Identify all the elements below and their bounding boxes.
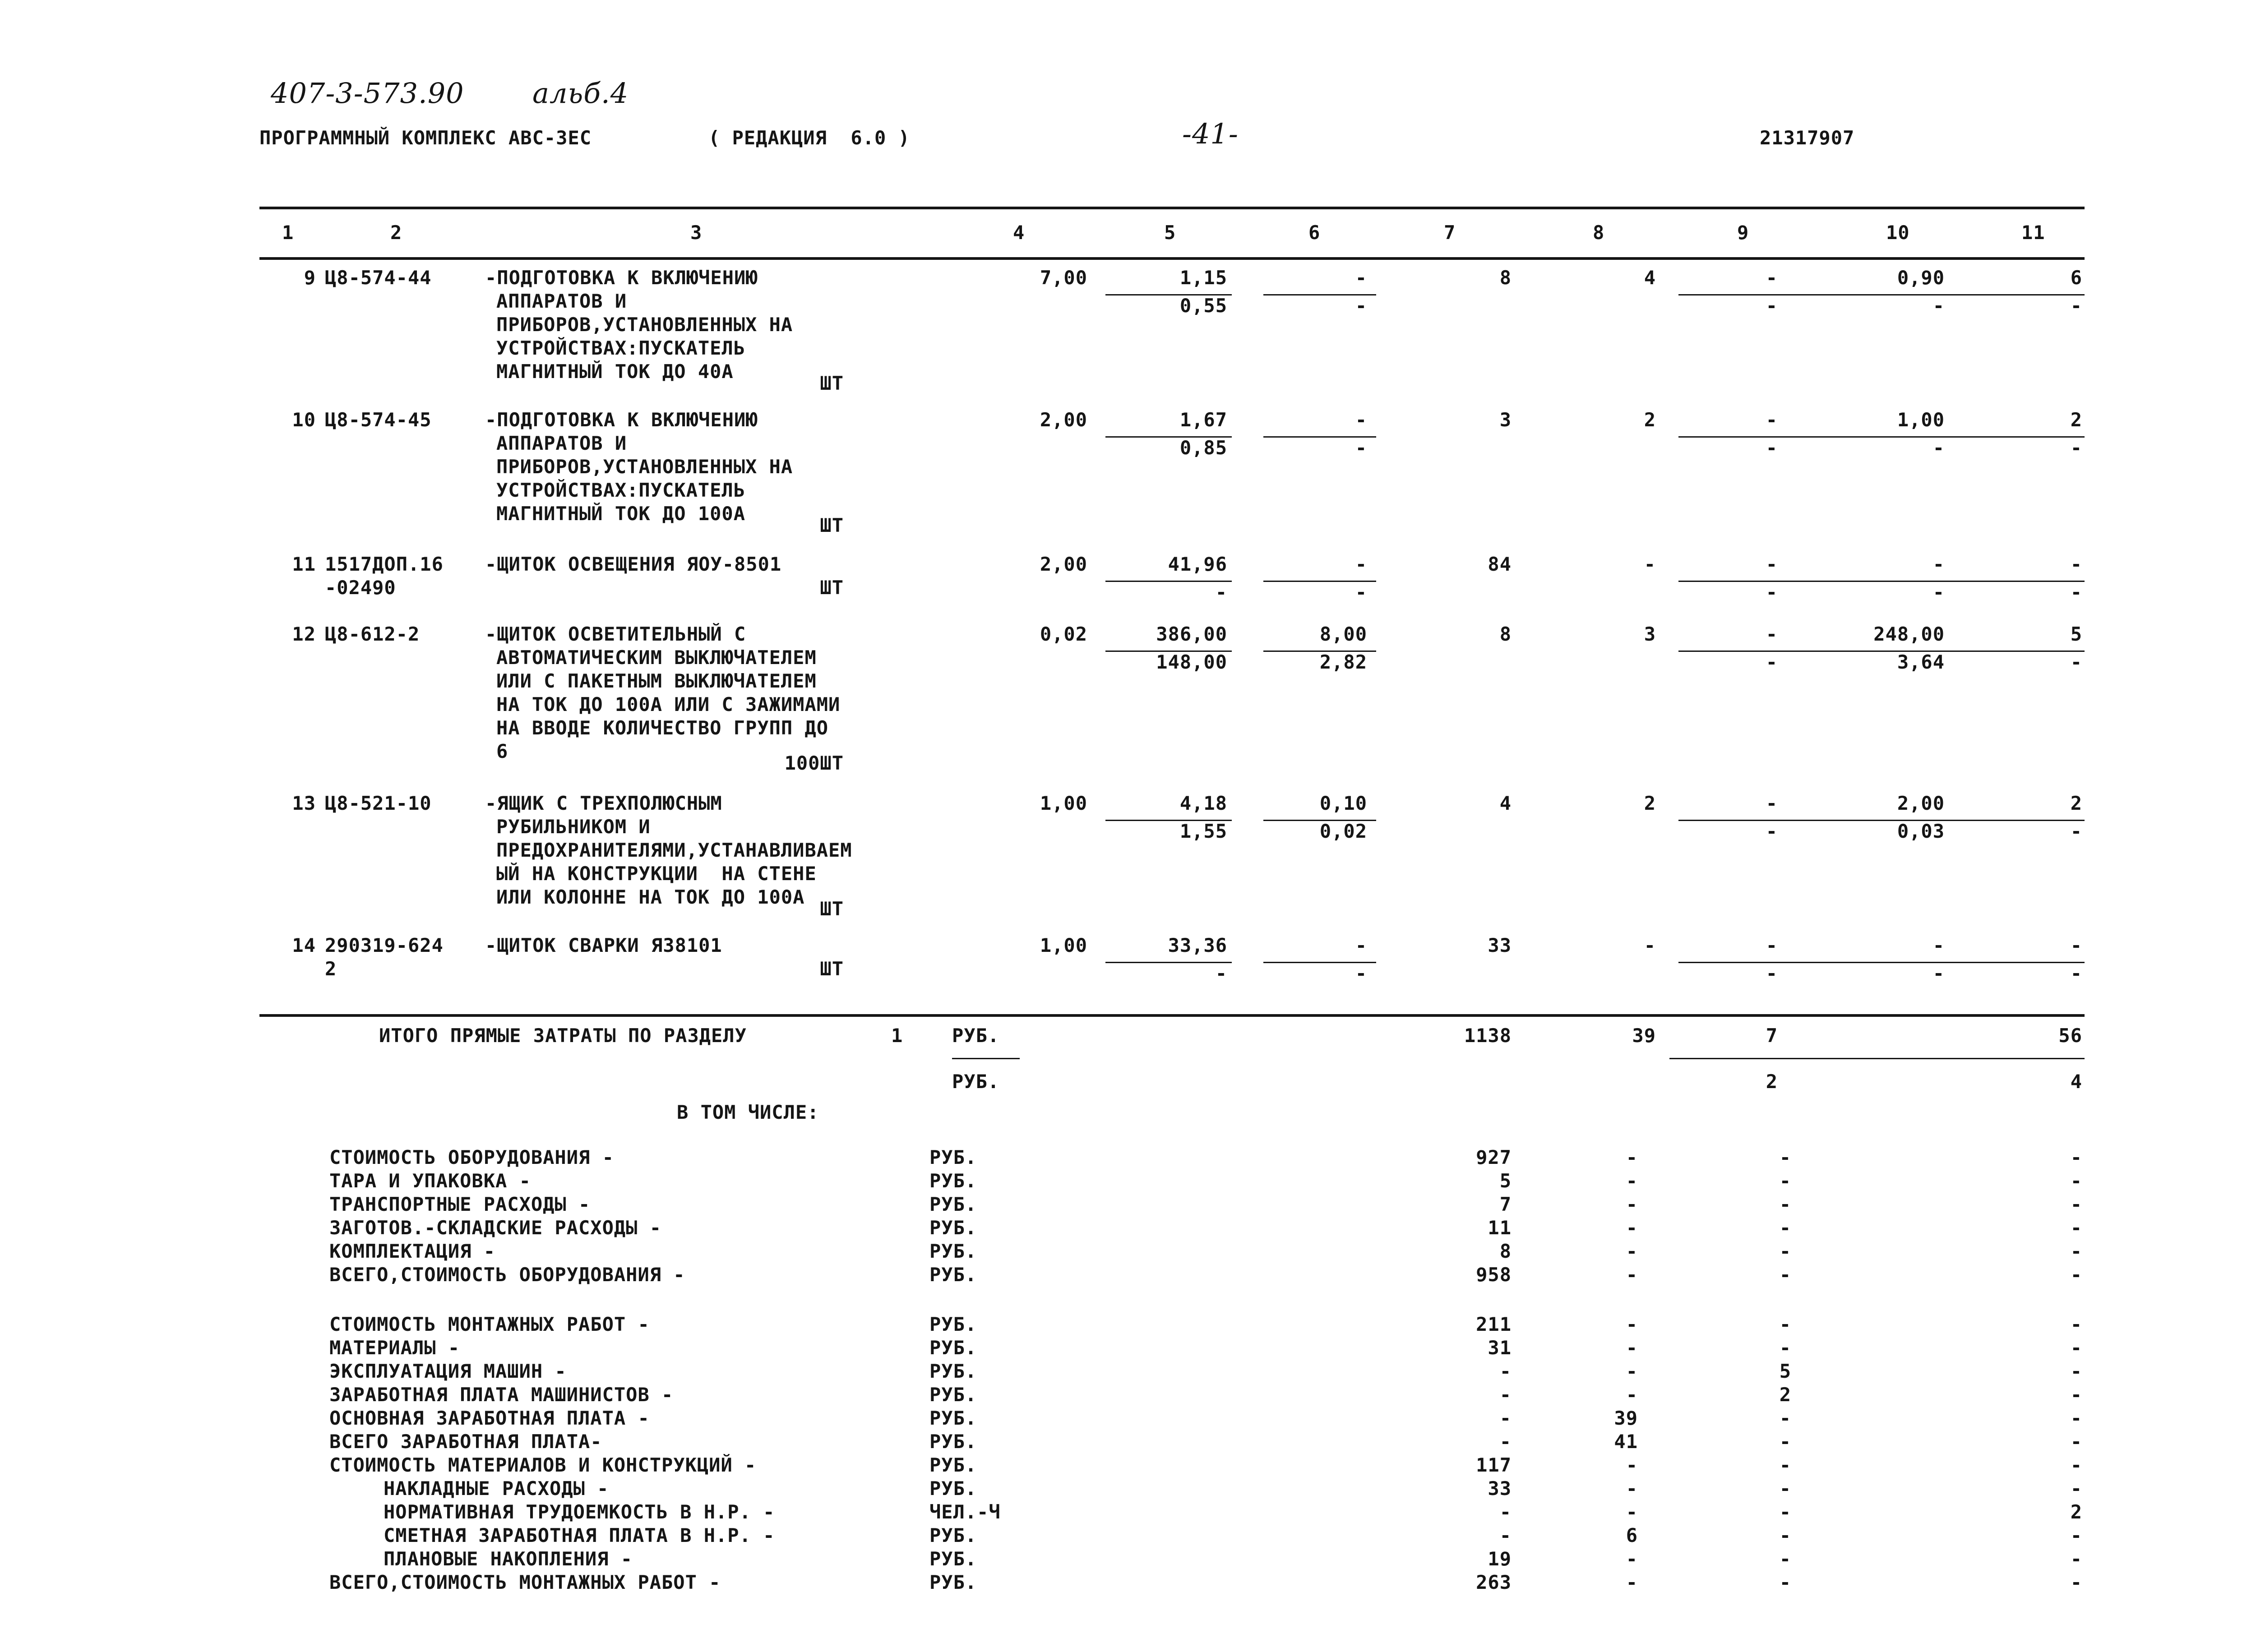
row-description: ПРИБОРОВ,УСТАНОВЛЕННЫХ НА — [496, 314, 793, 336]
breakdown-label: КОМПЛЕКТАЦИЯ - — [329, 1240, 496, 1262]
row-description: -ЩИТОК ОСВЕТИТЕЛЬНЫЙ С — [485, 623, 746, 645]
row-description: -ЯЩИК С ТРЕХПОЛЮСНЫМ — [485, 792, 722, 814]
cell-c8: - — [1644, 934, 1656, 956]
breakdown-label: ТРАНСПОРТНЫЕ РАСХОДЫ - — [329, 1193, 591, 1215]
breakdown-c11: - — [2070, 1431, 2082, 1453]
breakdown-label: СМЕТНАЯ ЗАРАБОТНАЯ ПЛАТА В Н.Р. - — [384, 1524, 775, 1546]
breakdown-label: НАКЛАДНЫЕ РАСХОДЫ - — [384, 1477, 609, 1500]
row-number: 11 — [292, 553, 316, 575]
row-description: -ЩИТОК ОСВЕЩЕНИЯ ЯОУ-8501 — [485, 553, 782, 575]
breakdown-unit: РУБ. — [929, 1337, 977, 1359]
cell-c6: - — [1355, 553, 1367, 575]
cell-c4: 7,00 — [1040, 267, 1087, 289]
row-unit: 100ШТ — [784, 752, 844, 774]
cell-c5: 386,00 — [1156, 623, 1227, 645]
breakdown-c11: - — [2070, 1360, 2082, 1382]
breakdown-c8: 39 — [1614, 1407, 1638, 1429]
cell-c10: 248,00 — [1873, 623, 1945, 645]
row-unit: ШТ — [820, 898, 844, 920]
cell-c6b: - — [1355, 581, 1367, 603]
breakdown-c9: - — [1779, 1264, 1791, 1286]
row-code: 2 — [325, 958, 337, 980]
breakdown-c7: 958 — [1476, 1264, 1512, 1286]
cell-c8: 2 — [1644, 792, 1656, 814]
breakdown-c9: 2 — [1779, 1384, 1791, 1406]
header-bottom-rule — [259, 257, 2085, 260]
row-description: АППАРАТОВ И — [496, 290, 627, 312]
breakdown-c8: - — [1626, 1313, 1638, 1335]
breakdown-unit: РУБ. — [929, 1571, 977, 1593]
cell-c10b: - — [1932, 437, 1945, 459]
breakdown-label: ВСЕГО,СТОИМОСТЬ ОБОРУДОВАНИЯ - — [329, 1264, 685, 1286]
cell-c11: 2 — [2070, 409, 2082, 431]
breakdown-c7: 8 — [1499, 1240, 1512, 1262]
cell-c4: 2,00 — [1040, 409, 1087, 431]
cell-c9: - — [1766, 409, 1778, 431]
breakdown-c9: - — [1779, 1477, 1791, 1500]
edition: ( РЕДАКЦИЯ 6.0 ) — [708, 127, 910, 149]
breakdown-c11: - — [2070, 1170, 2082, 1192]
breakdown-unit: РУБ. — [929, 1548, 977, 1570]
breakdown-unit: РУБ. — [929, 1264, 977, 1286]
row-description: МАГНИТНЫЙ ТОК ДО 100А — [496, 503, 746, 525]
handwritten-code: 407-3-573.90 — [271, 77, 464, 110]
breakdown-c11: - — [2070, 1548, 2082, 1570]
total-c11: 56 — [2058, 1024, 2082, 1047]
cell-c9b: - — [1766, 581, 1778, 603]
breakdown-c11: - — [2070, 1454, 2082, 1476]
breakdown-c7: 31 — [1488, 1337, 1512, 1359]
cell-c11: - — [2070, 553, 2082, 575]
cell-c4: 2,00 — [1040, 553, 1087, 575]
breakdown-c7: - — [1499, 1431, 1512, 1453]
breakdown-c7: 11 — [1488, 1217, 1512, 1239]
breakdown-c9: - — [1779, 1571, 1791, 1593]
total-label: ИТОГО ПРЯМЫЕ ЗАТРАТЫ ПО РАЗДЕЛУ — [379, 1024, 747, 1047]
breakdown-label: СТОИМОСТЬ МАТЕРИАЛОВ И КОНСТРУКЦИЙ - — [329, 1454, 757, 1476]
breakdown-c8: - — [1626, 1477, 1638, 1500]
breakdown-c11: - — [2070, 1264, 2082, 1286]
breakdown-unit: РУБ. — [929, 1170, 977, 1192]
breakdown-c7: - — [1499, 1360, 1512, 1382]
cell-c9: - — [1766, 267, 1778, 289]
breakdown-unit: РУБ. — [929, 1146, 977, 1168]
cell-c9b: - — [1766, 962, 1778, 984]
breakdown-unit: РУБ. — [929, 1477, 977, 1500]
total-c8: 39 — [1632, 1024, 1656, 1047]
row-description: 6 — [496, 740, 509, 762]
breakdown-c9: - — [1779, 1501, 1791, 1523]
breakdown-c7: - — [1499, 1407, 1512, 1429]
breakdown-c7: 263 — [1476, 1571, 1512, 1593]
breakdown-c8: 41 — [1614, 1431, 1638, 1453]
total-unit-2: РУБ. — [952, 1071, 1000, 1093]
row-code: Ц8-574-45 — [325, 409, 432, 431]
row-description: ИЛИ С ПАКЕТНЫМ ВЫКЛЮЧАТЕЛЕМ — [496, 670, 817, 692]
total-c7: 1138 — [1464, 1024, 1512, 1047]
cell-c9: - — [1766, 553, 1778, 575]
cell-c8: 2 — [1644, 409, 1656, 431]
breakdown-c11: - — [2070, 1146, 2082, 1168]
row-description: -ПОДГОТОВКА К ВКЛЮЧЕНИЮ — [485, 409, 758, 431]
cell-c5: 4,18 — [1179, 792, 1227, 814]
breakdown-unit: РУБ. — [929, 1360, 977, 1382]
breakdown-unit: ЧЕЛ.-Ч — [929, 1501, 1001, 1523]
breakdown-label: ОСНОВНАЯ ЗАРАБОТНАЯ ПЛАТА - — [329, 1407, 650, 1429]
cell-c11b: - — [2070, 295, 2082, 317]
cell-c7: 3 — [1499, 409, 1512, 431]
cell-c11: 6 — [2070, 267, 2082, 289]
breakdown-unit: РУБ. — [929, 1193, 977, 1215]
cell-c10: - — [1932, 553, 1945, 575]
column-header: 7 — [1444, 221, 1456, 244]
cell-c5b: 1,55 — [1179, 820, 1227, 842]
breakdown-c8: - — [1626, 1170, 1638, 1192]
breakdown-c8: - — [1626, 1240, 1638, 1262]
breakdown-c7: 33 — [1488, 1477, 1512, 1500]
cell-c6b: 2,82 — [1319, 651, 1367, 673]
row-code: -02490 — [325, 577, 396, 599]
cell-c5: 41,96 — [1168, 553, 1227, 575]
cell-c5b: 0,55 — [1179, 295, 1227, 317]
breakdown-c11: - — [2070, 1313, 2082, 1335]
cell-c5: 1,15 — [1179, 267, 1227, 289]
breakdown-c9: - — [1779, 1193, 1791, 1215]
column-header: 3 — [690, 221, 703, 244]
cell-c7: 8 — [1499, 623, 1512, 645]
column-header: 5 — [1164, 221, 1176, 244]
cell-c11: 2 — [2070, 792, 2082, 814]
cell-c8: - — [1644, 553, 1656, 575]
cell-c6b: - — [1355, 295, 1367, 317]
breakdown-c11: - — [2070, 1240, 2082, 1262]
cell-c6b: - — [1355, 437, 1367, 459]
including-label: В ТОМ ЧИСЛЕ: — [677, 1101, 819, 1123]
breakdown-c7: 7 — [1499, 1193, 1512, 1215]
breakdown-c8: - — [1626, 1454, 1638, 1476]
breakdown-label: ЗАГОТОВ.-СКЛАДСКИЕ РАСХОДЫ - — [329, 1217, 662, 1239]
breakdown-unit: РУБ. — [929, 1217, 977, 1239]
breakdown-c11: - — [2070, 1407, 2082, 1429]
row-number: 9 — [304, 267, 316, 289]
cell-c6b: - — [1355, 962, 1367, 984]
cell-c4: 1,00 — [1040, 792, 1087, 814]
breakdown-unit: РУБ. — [929, 1240, 977, 1262]
row-unit: ШТ — [820, 958, 844, 980]
cell-c5b: - — [1215, 962, 1227, 984]
breakdown-label: ВСЕГО,СТОИМОСТЬ МОНТАЖНЫХ РАБОТ - — [329, 1571, 721, 1593]
breakdown-unit: РУБ. — [929, 1384, 977, 1406]
row-description: УСТРОЙСТВАХ:ПУСКАТЕЛЬ — [496, 479, 746, 501]
program-title: ПРОГРАММНЫЙ КОМПЛЕКС АВС-3ЕС — [259, 127, 592, 149]
breakdown-c11: - — [2070, 1571, 2082, 1593]
breakdown-c9: - — [1779, 1240, 1791, 1262]
row-description: РУБИЛЬНИКОМ И — [496, 816, 651, 838]
breakdown-label: ЭКСПЛУАТАЦИЯ МАШИН - — [329, 1360, 567, 1382]
column-header: 9 — [1737, 221, 1749, 244]
cell-c9b: - — [1766, 437, 1778, 459]
row-description: ПРЕДОХРАНИТЕЛЯМИ,УСТАНАВЛИВАЕМ — [496, 839, 852, 861]
doc-number: 21317907 — [1760, 127, 1855, 149]
row-description: АППАРАТОВ И — [496, 432, 627, 454]
column-header: 4 — [1013, 221, 1025, 244]
breakdown-c8: - — [1626, 1337, 1638, 1359]
breakdown-c8: - — [1626, 1384, 1638, 1406]
total-c11b: 4 — [2070, 1071, 2082, 1093]
breakdown-c8: - — [1626, 1193, 1638, 1215]
column-header: 11 — [2021, 221, 2045, 244]
row-code: Ц8-521-10 — [325, 792, 432, 814]
breakdown-c9: - — [1779, 1407, 1791, 1429]
row-description: УСТРОЙСТВАХ:ПУСКАТЕЛЬ — [496, 337, 746, 359]
breakdown-label: СТОИМОСТЬ ОБОРУДОВАНИЯ - — [329, 1146, 614, 1168]
row-unit: ШТ — [820, 372, 844, 394]
row-description: АВТОМАТИЧЕСКИМ ВЫКЛЮЧАТЕЛЕМ — [496, 646, 817, 669]
breakdown-unit: РУБ. — [929, 1407, 977, 1429]
cell-c9: - — [1766, 623, 1778, 645]
total-sub-rule — [1669, 1058, 2085, 1059]
row-description: НА ВВОДЕ КОЛИЧЕСТВО ГРУПП ДО — [496, 717, 829, 739]
breakdown-unit: РУБ. — [929, 1313, 977, 1335]
breakdown-c9: - — [1779, 1454, 1791, 1476]
breakdown-c9: 5 — [1779, 1360, 1791, 1382]
total-c9: 7 — [1766, 1024, 1778, 1047]
page-number: -41- — [1182, 117, 1239, 150]
cell-c11: 5 — [2070, 623, 2082, 645]
column-header: 10 — [1886, 221, 1910, 244]
breakdown-c7: 5 — [1499, 1170, 1512, 1192]
breakdown-c9: - — [1779, 1313, 1791, 1335]
cell-c7: 33 — [1488, 934, 1512, 956]
row-code: 290319-624 — [325, 934, 444, 956]
row-number: 13 — [292, 792, 316, 814]
cell-c6: 8,00 — [1319, 623, 1367, 645]
breakdown-label: ЗАРАБОТНАЯ ПЛАТА МАШИНИСТОВ - — [329, 1384, 674, 1406]
cell-c7: 8 — [1499, 267, 1512, 289]
row-number: 14 — [292, 934, 316, 956]
row-description: -ЩИТОК СВАРКИ Я38101 — [485, 934, 722, 956]
cell-c10: 0,90 — [1897, 267, 1945, 289]
breakdown-c9: - — [1779, 1170, 1791, 1192]
breakdown-c8: - — [1626, 1571, 1638, 1593]
cell-c6: - — [1355, 267, 1367, 289]
cell-c6: 0,10 — [1319, 792, 1367, 814]
breakdown-c11: - — [2070, 1337, 2082, 1359]
breakdown-c11: - — [2070, 1477, 2082, 1500]
cell-c11b: - — [2070, 820, 2082, 842]
breakdown-label: СТОИМОСТЬ МОНТАЖНЫХ РАБОТ - — [329, 1313, 650, 1335]
row-description: ЫЙ НА КОНСТРУКЦИИ НА СТЕНЕ — [496, 863, 817, 885]
cell-c6: - — [1355, 409, 1367, 431]
cell-c7: 84 — [1488, 553, 1512, 575]
cell-c6b: 0,02 — [1319, 820, 1367, 842]
breakdown-label: МАТЕРИАЛЫ - — [329, 1337, 460, 1359]
total-top-rule — [259, 1014, 2085, 1017]
cell-c9b: - — [1766, 651, 1778, 673]
breakdown-label: ПЛАНОВЫЕ НАКОПЛЕНИЯ - — [384, 1548, 633, 1570]
column-header: 1 — [282, 221, 294, 244]
breakdown-c7: 211 — [1476, 1313, 1512, 1335]
breakdown-c11: - — [2070, 1524, 2082, 1546]
row-description: -ПОДГОТОВКА К ВКЛЮЧЕНИЮ — [485, 267, 758, 289]
cell-c10b: - — [1932, 962, 1945, 984]
cell-c5b: 148,00 — [1156, 651, 1227, 673]
breakdown-c9: - — [1779, 1337, 1791, 1359]
cell-c5: 1,67 — [1179, 409, 1227, 431]
cell-c6: - — [1355, 934, 1367, 956]
cell-c11: - — [2070, 934, 2082, 956]
breakdown-c11: - — [2070, 1384, 2082, 1406]
total-c9b: 2 — [1766, 1071, 1778, 1093]
table-top-rule — [259, 207, 2085, 209]
total-section: 1 — [891, 1024, 903, 1047]
cell-c5b: 0,85 — [1179, 437, 1227, 459]
row-code: Ц8-612-2 — [325, 623, 420, 645]
column-header: 8 — [1593, 221, 1605, 244]
breakdown-c7: - — [1499, 1501, 1512, 1523]
total-unit: РУБ. — [952, 1024, 1000, 1047]
breakdown-unit: РУБ. — [929, 1524, 977, 1546]
row-code: Ц8-574-44 — [325, 267, 432, 289]
cell-c9: - — [1766, 934, 1778, 956]
breakdown-c8: - — [1626, 1217, 1638, 1239]
cell-c10: 1,00 — [1897, 409, 1945, 431]
breakdown-c7: - — [1499, 1384, 1512, 1406]
breakdown-c9: - — [1779, 1431, 1791, 1453]
cell-c8: 3 — [1644, 623, 1656, 645]
cell-c9: - — [1766, 792, 1778, 814]
cell-c11b: - — [2070, 581, 2082, 603]
cell-c10b: 0,03 — [1897, 820, 1945, 842]
row-description: НА ТОК ДО 100А ИЛИ С ЗАЖИМАМИ — [496, 693, 841, 715]
cell-c11b: - — [2070, 437, 2082, 459]
row-number: 10 — [292, 409, 316, 431]
column-header: 2 — [390, 221, 402, 244]
cell-c4: 1,00 — [1040, 934, 1087, 956]
cell-c10b: - — [1932, 581, 1945, 603]
cell-c11b: - — [2070, 651, 2082, 673]
row-description: МАГНИТНЫЙ ТОК ДО 40А — [496, 360, 734, 383]
row-unit: ШТ — [820, 514, 844, 536]
breakdown-c11: - — [2070, 1193, 2082, 1215]
cell-c10b: 3,64 — [1897, 651, 1945, 673]
breakdown-c9: - — [1779, 1548, 1791, 1570]
breakdown-c11: - — [2070, 1217, 2082, 1239]
column-header: 6 — [1308, 221, 1321, 244]
breakdown-c8: - — [1626, 1360, 1638, 1382]
cell-c5b: - — [1215, 581, 1227, 603]
breakdown-label: НОРМАТИВНАЯ ТРУДОЕМКОСТЬ В Н.Р. - — [384, 1501, 775, 1523]
breakdown-c8: - — [1626, 1501, 1638, 1523]
breakdown-c7: - — [1499, 1524, 1512, 1546]
cell-c10b: - — [1932, 295, 1945, 317]
row-unit: ШТ — [820, 577, 844, 599]
cell-c8: 4 — [1644, 267, 1656, 289]
breakdown-c8: - — [1626, 1548, 1638, 1570]
cell-c10: - — [1932, 934, 1945, 956]
row-code: 1517ДОП.16 — [325, 553, 444, 575]
breakdown-c9: - — [1779, 1524, 1791, 1546]
breakdown-c7: 117 — [1476, 1454, 1512, 1476]
handwritten-album: альб.4 — [532, 77, 629, 110]
cell-c10: 2,00 — [1897, 792, 1945, 814]
total-sub-rule — [952, 1058, 1020, 1059]
row-description: ПРИБОРОВ,УСТАНОВЛЕННЫХ НА — [496, 456, 793, 478]
breakdown-unit: РУБ. — [929, 1454, 977, 1476]
cell-c4: 0,02 — [1040, 623, 1087, 645]
breakdown-label: ВСЕГО ЗАРАБОТНАЯ ПЛАТА- — [329, 1431, 602, 1453]
breakdown-c8: 6 — [1626, 1524, 1638, 1546]
breakdown-c7: 927 — [1476, 1146, 1512, 1168]
breakdown-c11: 2 — [2070, 1501, 2082, 1523]
row-number: 12 — [292, 623, 316, 645]
cell-c9b: - — [1766, 820, 1778, 842]
cell-c5: 33,36 — [1168, 934, 1227, 956]
cell-c7: 4 — [1499, 792, 1512, 814]
breakdown-unit: РУБ. — [929, 1431, 977, 1453]
breakdown-c9: - — [1779, 1146, 1791, 1168]
breakdown-c8: - — [1626, 1264, 1638, 1286]
breakdown-label: ТАРА И УПАКОВКА - — [329, 1170, 531, 1192]
breakdown-c9: - — [1779, 1217, 1791, 1239]
cell-c11b: - — [2070, 962, 2082, 984]
breakdown-c8: - — [1626, 1146, 1638, 1168]
cell-c9b: - — [1766, 295, 1778, 317]
row-description: ИЛИ КОЛОННЕ НА ТОК ДО 100А — [496, 886, 805, 908]
breakdown-c7: 19 — [1488, 1548, 1512, 1570]
